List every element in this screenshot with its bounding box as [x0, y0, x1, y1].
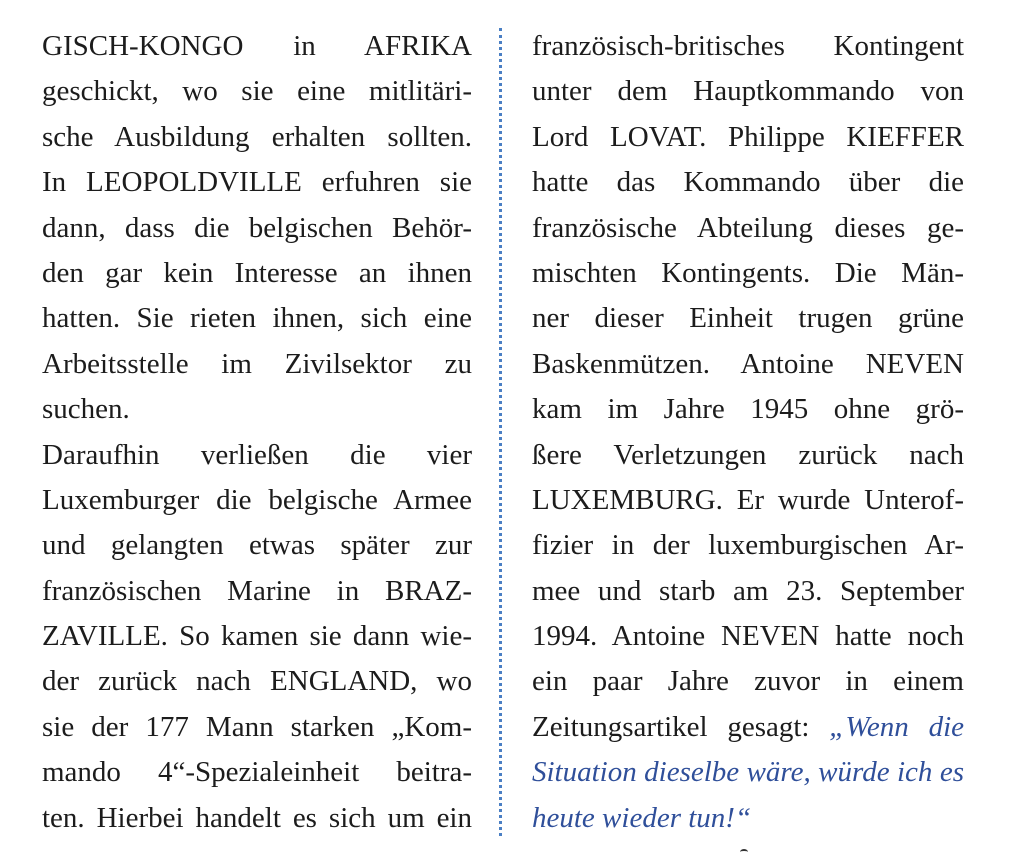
left-text-line-4: In LEOPOLDVILLE erfuhren sie: [42, 166, 472, 199]
left-text-line-13: französischen Marine in BRAZ-: [42, 574, 472, 607]
left-text-line-10: Daraufhin verließen die vier: [42, 438, 472, 471]
left-text-line-3: sche Ausbildung erhalten sollten.: [42, 120, 472, 153]
left-text-line-6: den gar kein Interesse an ihnen: [42, 256, 472, 289]
quote-lead-text: Zeitungsartikel gesagt:: [532, 710, 830, 743]
left-text-column: [42, 24, 472, 841]
right-text-line-14: 1994. Antoine NEVEN hatte noch: [532, 620, 964, 653]
right-text-line-15: ein paar Jahre zuvor in einem: [532, 665, 964, 698]
left-text-line-17: mando 4“-Spezialeinheit beitra-: [42, 756, 472, 789]
text-line-quote-intro: [532, 705, 964, 750]
right-text-line-7: ner dieser Einheit trugen grüne: [532, 302, 964, 335]
left-text-line-7: hatten. Sie rieten ihnen, sich eine: [42, 302, 472, 335]
left-text-line-1: GISCH-KONGO in AFRIKA: [42, 30, 472, 62]
right-text-line-5: französische Abteilung dieses ge-: [532, 211, 964, 244]
right-text-line-1: französisch-britisches Kontingent: [532, 30, 964, 62]
left-text-line-14: ZAVILLE. So kamen sie dann wie-: [42, 620, 472, 653]
quote-line-1: Situation dieselbe wäre, würde ich es: [532, 756, 964, 789]
left-text-line-12: und gelangten etwas später zur: [42, 529, 472, 562]
right-text-line-9: kam im Jahre 1945 ohne grö-: [532, 393, 964, 426]
left-text-line-18: ten. Hierbei handelt es sich um ein: [42, 801, 472, 834]
right-text-line-12: fizier in der luxemburgischen Ar-: [532, 529, 964, 562]
quote-start-text: „Wenn die: [829, 710, 964, 743]
left-text-line-2: geschickt, wo sie eine mitlitäri-: [42, 75, 472, 108]
left-text-line-15: der zurück nach ENGLAND, wo: [42, 665, 472, 698]
left-text-line-8: Arbeitsstelle im Zivilsektor zu: [42, 347, 472, 380]
right-text-line-4: hatte das Kommando über die: [532, 166, 964, 199]
left-text-line-5: dann, dass die belgischen Behör-: [42, 211, 472, 244]
right-text-line-11: LUXEMBURG. Er wurde Unterof-: [532, 483, 964, 516]
right-text-lines: [532, 24, 964, 705]
quote-line-2: heute wieder tun!“: [532, 801, 752, 834]
right-text-column: [532, 24, 964, 841]
column-divider: [499, 28, 502, 836]
right-text-line-6: mischten Kontingents. Die Män-: [532, 256, 964, 289]
left-text-line-9: suchen.: [42, 393, 130, 426]
right-text-line-13: mee und starb am 23. September: [532, 574, 964, 607]
page-edge-mark: [740, 849, 748, 855]
right-text-line-2: unter dem Hauptkommando von: [532, 75, 964, 108]
left-text-line-16: sie der 177 Mann starken „Kom-: [42, 710, 472, 743]
left-text-line-11: Luxemburger die belgische Armee: [42, 483, 472, 516]
right-text-line-8: Baskenmützen. Antoine NEVEN: [532, 347, 964, 380]
right-text-line-10: ßere Verletzungen zurück nach: [532, 438, 964, 471]
right-text-line-3: Lord LOVAT. Philippe KIEFFER: [532, 120, 964, 153]
